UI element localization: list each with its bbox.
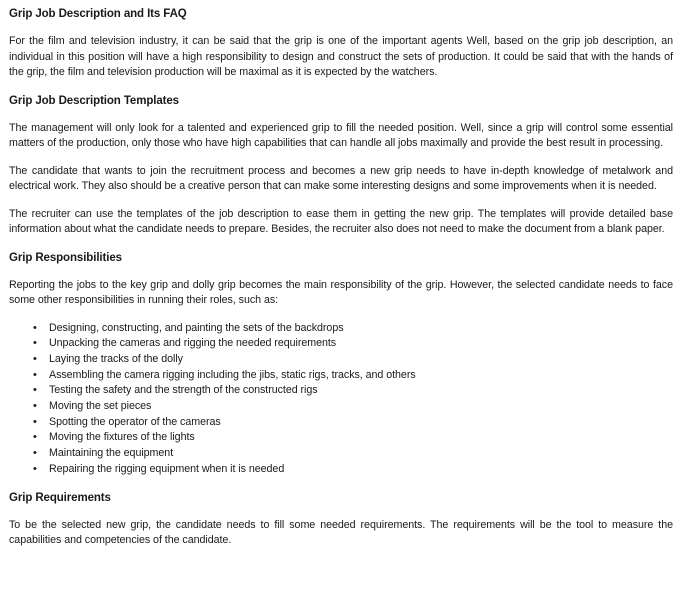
list-item-text: Moving the fixtures of the lights bbox=[49, 431, 195, 444]
heading-responsibilities: Grip Responsibilities bbox=[9, 251, 122, 264]
paragraph-recruiter: The recruiter can use the templates of the job description to ease them in getting the new grip. The templates will provide detailed base information about what the candidate needs to prepare. Besides, the recruiter also does not need to make the document from a blank paper. bbox=[9, 207, 673, 235]
list-item bbox=[33, 399, 673, 415]
bullet-icon: • bbox=[33, 368, 37, 381]
bullet-icon: • bbox=[33, 384, 37, 397]
list-item-text: Moving the set pieces bbox=[49, 400, 152, 413]
responsibilities-list bbox=[9, 321, 673, 478]
paragraph-requirements: To be the selected new grip, the candidate needs to fill some needed requirements. The requirements will be the tool to measure the capabilities and competencies of the candidate. bbox=[9, 518, 673, 547]
list-item-text: Testing the safety and the strength of the constructed rigs bbox=[49, 384, 318, 397]
list-item bbox=[33, 336, 673, 352]
heading-faq: Grip Job Description and Its FAQ bbox=[9, 8, 187, 20]
list-item-text: Maintaining the equipment bbox=[49, 447, 174, 460]
bullet-icon: • bbox=[33, 337, 37, 350]
list-item-text: Unpacking the cameras and rigging the needed requirements bbox=[49, 337, 337, 350]
paragraph-intro: For the film and television industry, it can be said that the grip is one of the important agents Well, based on the grip job description, an individual in this position will have a high responsibility to design and construct the sets of production. It could be said that with the hands of the grip, the film and television production will be maximal as it is expected by the watchers. bbox=[9, 35, 673, 78]
list-item bbox=[33, 415, 673, 431]
list-item bbox=[33, 462, 673, 478]
bullet-icon: • bbox=[33, 321, 37, 334]
list-item-text: Repairing the rigging equipment when it is needed bbox=[49, 462, 285, 475]
bullet-icon: • bbox=[33, 447, 37, 460]
paragraph-management: The management will only look for a talented and experienced grip to fill the needed position. Well, since a grip will control some essential matters of the production, only those who have high capabilities that can handle all jobs maximally and provide the best result in processing. bbox=[9, 121, 673, 149]
bullet-icon: • bbox=[33, 431, 37, 444]
list-item bbox=[33, 321, 673, 337]
paragraph-responsibilities: Reporting the jobs to the key grip and dolly grip becomes the main responsibility of the grip. However, the selected candidate needs to face some other responsibilities in running their roles, such as: bbox=[9, 278, 673, 306]
list-item-text: Assembling the camera rigging including the jibs, static rigs, tracks, and others bbox=[49, 368, 416, 381]
heading-requirements: Grip Requirements bbox=[9, 491, 111, 504]
list-item-text: Spotting the operator of the cameras bbox=[49, 415, 221, 428]
list-item bbox=[33, 383, 673, 399]
bullet-icon: • bbox=[33, 352, 37, 365]
list-item bbox=[33, 446, 673, 462]
paragraph-candidate: The candidate that wants to join the recruitment process and becomes a new grip needs to have in-depth knowledge of metalwork and electrical work. They also should be a creative person that can make some interesting designs and some improvements when it is needed. bbox=[9, 164, 673, 192]
bullet-icon: • bbox=[33, 400, 37, 413]
list-item-text: Laying the tracks of the dolly bbox=[49, 352, 183, 365]
bullet-icon: • bbox=[33, 462, 37, 475]
list-item bbox=[33, 368, 673, 384]
list-item-text: Designing, constructing, and painting the sets of the backdrops bbox=[49, 321, 344, 334]
list-item bbox=[33, 352, 673, 368]
list-item bbox=[33, 430, 673, 446]
bullet-icon: • bbox=[33, 415, 37, 428]
heading-templates: Grip Job Description Templates bbox=[9, 94, 179, 107]
